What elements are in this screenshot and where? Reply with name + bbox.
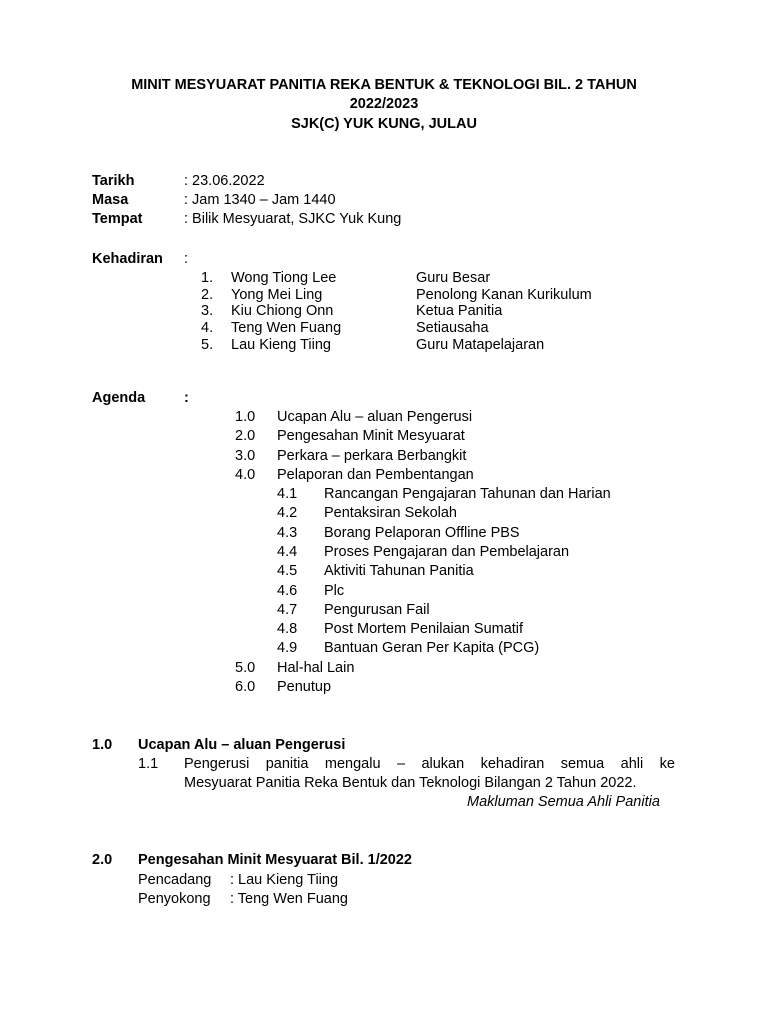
document-title-line3: SJK(C) YUK KUNG, JULAU (291, 116, 477, 132)
agenda-subitem-text: Aktiviti Tahunan Panitia (324, 563, 474, 579)
agenda-item-no: 4.0 (235, 467, 256, 483)
agenda-subitem-text: Pentaksiran Sekolah (324, 505, 457, 521)
agenda-subitem-text: Post Mortem Penilaian Sumatif (324, 621, 524, 637)
document-title-line2: 2022/2023 (349, 96, 419, 112)
agenda-item-no: 2.0 (235, 428, 256, 444)
agenda-subitem-no: 4.2 (277, 505, 298, 521)
attendance-name: Teng Wen Fuang (231, 320, 342, 336)
attendance-no: 1. (201, 270, 214, 286)
agenda-subitem-no: 4.1 (277, 486, 298, 502)
section1-paragraph-line2: Mesyuarat Panitia Reka Bentuk dan Teknologi Bilangan 2 Tahun 2022. (184, 775, 637, 791)
section1-subnumber: 1.1 (138, 756, 159, 772)
attendance-name: Yong Mei Ling (231, 287, 323, 303)
agenda-item-text: Penutup (277, 679, 332, 695)
attendance-role: Setiausaha (416, 320, 489, 336)
attendance-no: 3. (201, 303, 214, 319)
attendance-role: Ketua Panitia (416, 303, 503, 319)
agenda-item-no: 1.0 (235, 409, 256, 425)
agenda-item-text: Pengesahan Minit Mesyuarat (277, 428, 465, 444)
detail-label-tempat: Tempat (92, 211, 143, 227)
agenda-item-text: Hal-hal Lain (277, 660, 355, 676)
agenda-subitem-text: Plc (324, 583, 345, 599)
agenda-item-text: Pelaporan dan Pembentangan (277, 467, 474, 483)
section2-row-value: : Teng Wen Fuang (230, 891, 348, 907)
section2-number: 2.0 (92, 852, 113, 868)
attendance-role: Guru Besar (416, 270, 491, 286)
detail-label-tarikh: Tarikh (92, 173, 135, 189)
agenda-subitem-text: Rancangan Pengajaran Tahunan dan Harian (324, 486, 611, 502)
attendance-no: 2. (201, 287, 214, 303)
attendance-name: Wong Tiong Lee (231, 270, 337, 286)
section1-heading: Ucapan Alu – aluan Pengerusi (138, 737, 346, 753)
agenda-subitem-no: 4.4 (277, 544, 298, 560)
document-title-line1: MINIT MESYUARAT PANITIA REKA BENTUK & TEKNOLOGI BIL. 2 TAHUN (131, 77, 637, 93)
attendance-role: Penolong Kanan Kurikulum (416, 287, 592, 303)
section2-heading: Pengesahan Minit Mesyuarat Bil. 1/2022 (138, 852, 412, 868)
agenda-label: Agenda (92, 390, 146, 406)
attendance-colon: : (184, 251, 189, 267)
agenda-subitem-no: 4.6 (277, 583, 298, 599)
agenda-item-no: 5.0 (235, 660, 256, 676)
detail-value-tarikh: : 23.06.2022 (184, 173, 265, 189)
section2-row-value: : Lau Kieng Tiing (230, 872, 339, 888)
detail-value-tempat: : Bilik Mesyuarat, SJKC Yuk Kung (184, 211, 402, 227)
section2-row-label: Pencadang (138, 872, 212, 888)
section1-note: Makluman Semua Ahli Panitia (467, 794, 660, 810)
attendance-no: 5. (201, 337, 214, 353)
agenda-subitem-no: 4.5 (277, 563, 298, 579)
agenda-subitem-no: 4.8 (277, 621, 298, 637)
section2-row-label: Penyokong (138, 891, 211, 907)
attendance-no: 4. (201, 320, 214, 336)
detail-label-masa: Masa (92, 192, 129, 208)
agenda-subitem-text: Pengurusan Fail (324, 602, 430, 618)
agenda-item-no: 3.0 (235, 448, 256, 464)
section1-paragraph-line1: Pengerusi panitia mengalu – alukan kehadiran semua ahli ke (184, 756, 675, 772)
agenda-subitem-no: 4.7 (277, 602, 298, 618)
section1-number: 1.0 (92, 737, 113, 753)
agenda-item-no: 6.0 (235, 679, 256, 695)
attendance-label: Kehadiran (92, 251, 163, 267)
agenda-subitem-text: Borang Pelaporan Offline PBS (324, 525, 520, 541)
attendance-name: Kiu Chiong Onn (231, 303, 334, 319)
agenda-colon: : (184, 390, 189, 406)
detail-value-masa: : Jam 1340 – Jam 1440 (184, 192, 336, 208)
attendance-name: Lau Kieng Tiing (231, 337, 331, 353)
agenda-subitem-text: Bantuan Geran Per Kapita (PCG) (324, 640, 540, 656)
attendance-role: Guru Matapelajaran (416, 337, 545, 353)
agenda-item-text: Perkara – perkara Berbangkit (277, 448, 467, 464)
agenda-item-text: Ucapan Alu – aluan Pengerusi (277, 409, 473, 425)
agenda-subitem-no: 4.3 (277, 525, 298, 541)
agenda-subitem-no: 4.9 (277, 640, 298, 656)
agenda-subitem-text: Proses Pengajaran dan Pembelajaran (324, 544, 570, 560)
